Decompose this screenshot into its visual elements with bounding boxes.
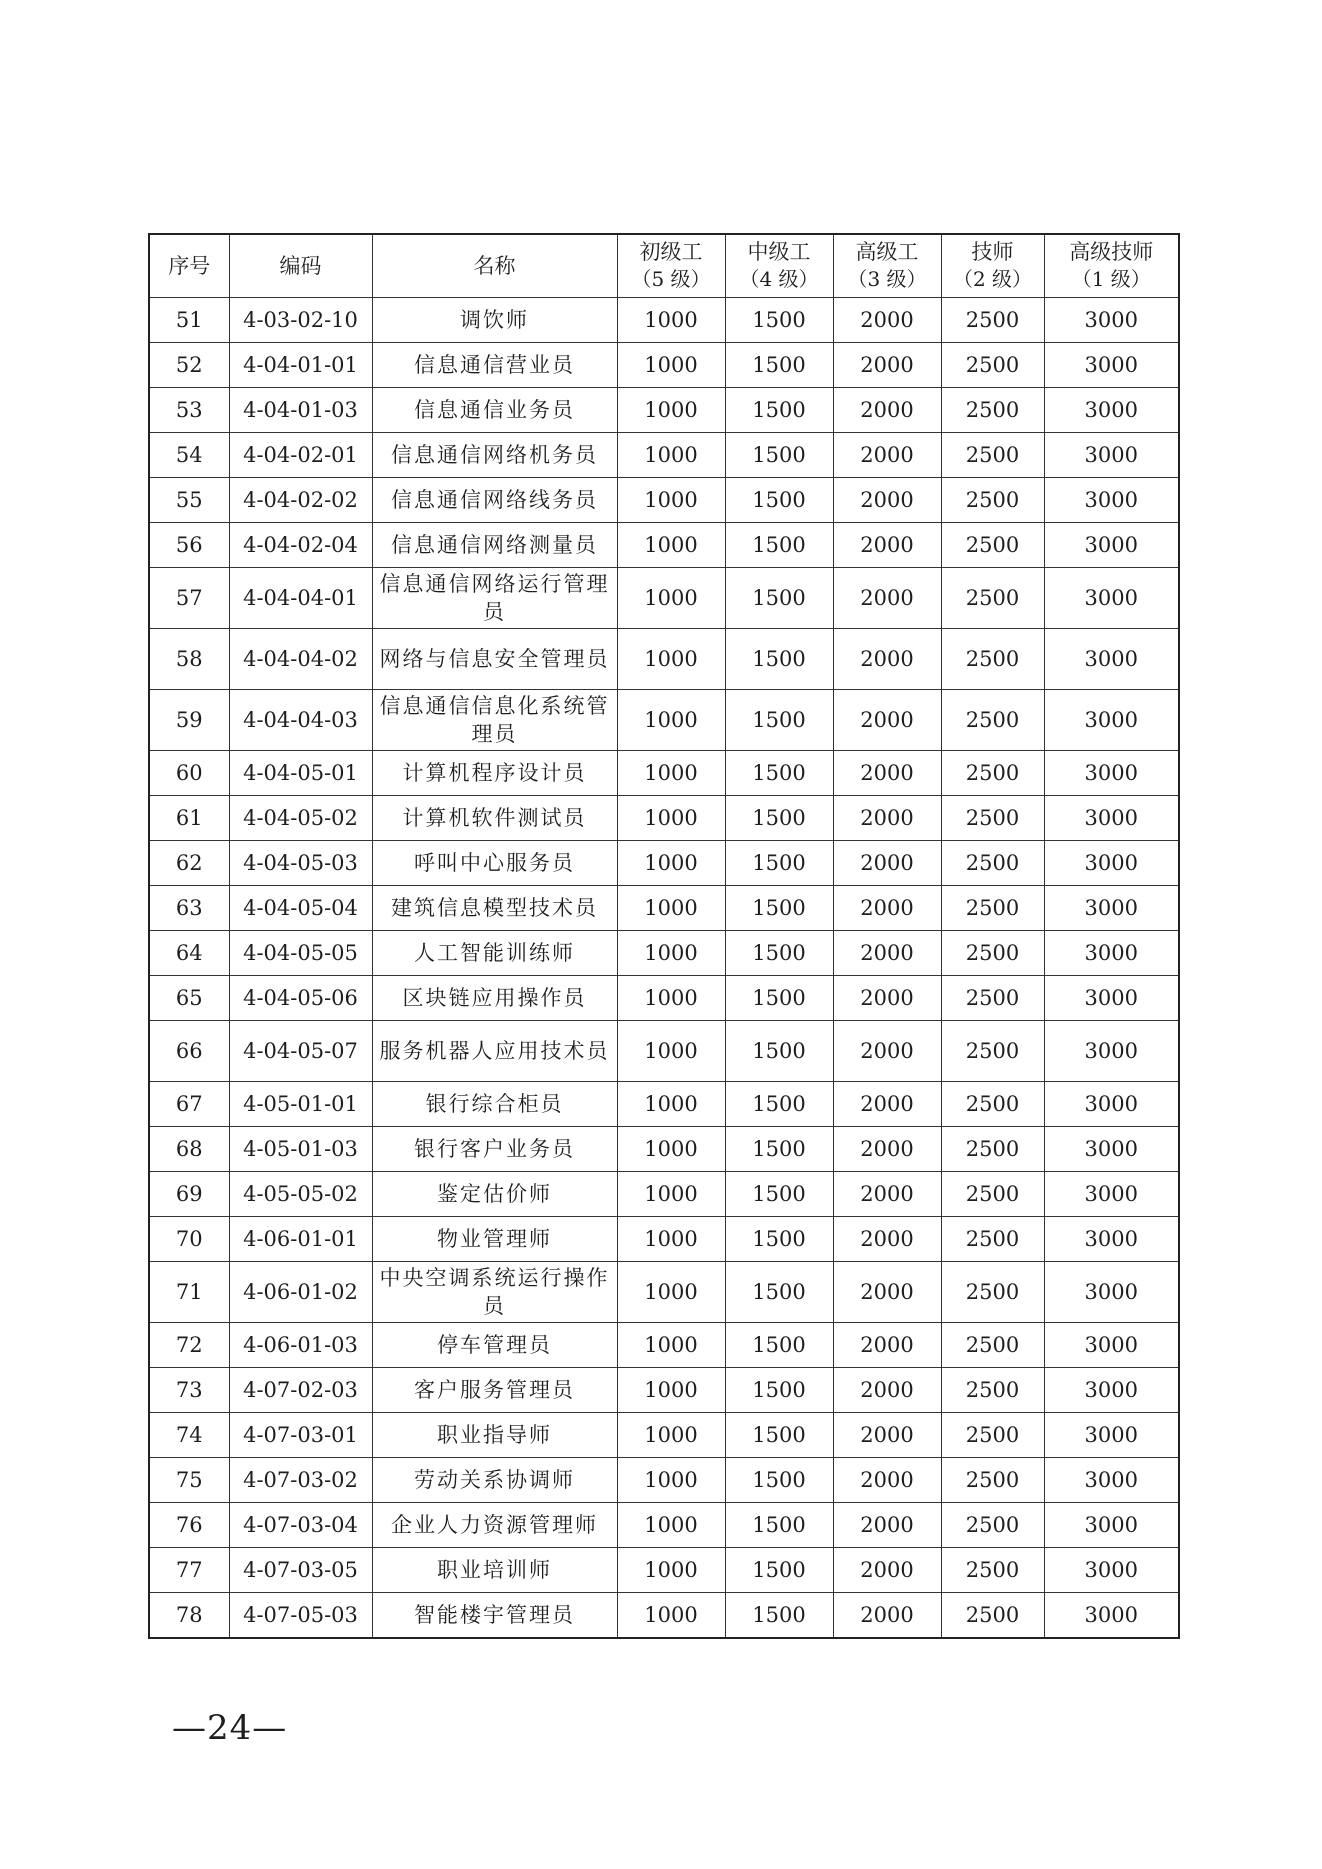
cell-level-1: 3000 xyxy=(1044,388,1179,433)
cell-level-5: 1000 xyxy=(617,1503,725,1548)
cell-name: 信息通信网络运行管理员 xyxy=(372,568,617,629)
cell-level-5: 1000 xyxy=(617,976,725,1021)
cell-level-3: 2000 xyxy=(833,343,941,388)
cell-level-2: 2500 xyxy=(941,1503,1044,1548)
cell-level-1: 3000 xyxy=(1044,751,1179,796)
cell-level-1: 3000 xyxy=(1044,629,1179,690)
cell-code: 4-04-04-01 xyxy=(229,568,372,629)
cell-name: 信息通信网络机务员 xyxy=(372,433,617,478)
cell-name: 银行综合柜员 xyxy=(372,1082,617,1127)
table-row xyxy=(149,433,1179,478)
cell-code: 4-04-05-02 xyxy=(229,796,372,841)
cell-level-2: 2500 xyxy=(941,751,1044,796)
cell-name: 网络与信息安全管理员 xyxy=(372,629,617,690)
cell-level-1: 3000 xyxy=(1044,841,1179,886)
cell-code: 4-07-03-01 xyxy=(229,1413,372,1458)
cell-seq: 53 xyxy=(149,388,229,433)
cell-level-5: 1000 xyxy=(617,1262,725,1323)
cell-name: 银行客户业务员 xyxy=(372,1127,617,1172)
cell-seq: 68 xyxy=(149,1127,229,1172)
cell-level-1: 3000 xyxy=(1044,1458,1179,1503)
cell-seq: 75 xyxy=(149,1458,229,1503)
cell-level-4: 1500 xyxy=(725,433,833,478)
cell-name: 人工智能训练师 xyxy=(372,931,617,976)
cell-level-1: 3000 xyxy=(1044,931,1179,976)
cell-level-5: 1000 xyxy=(617,690,725,751)
cell-level-5: 1000 xyxy=(617,1217,725,1262)
cell-level-3: 2000 xyxy=(833,298,941,343)
cell-level-2: 2500 xyxy=(941,1127,1044,1172)
cell-level-3: 2000 xyxy=(833,1262,941,1323)
cell-level-1: 3000 xyxy=(1044,1548,1179,1593)
cell-code: 4-04-01-01 xyxy=(229,343,372,388)
cell-code: 4-04-05-01 xyxy=(229,751,372,796)
cell-seq: 57 xyxy=(149,568,229,629)
cell-level-2: 2500 xyxy=(941,568,1044,629)
cell-code: 4-05-01-01 xyxy=(229,1082,372,1127)
cell-seq: 55 xyxy=(149,478,229,523)
table-row xyxy=(149,1021,1179,1082)
cell-level-5: 1000 xyxy=(617,751,725,796)
cell-level-4: 1500 xyxy=(725,1217,833,1262)
cell-level-2: 2500 xyxy=(941,931,1044,976)
cell-code: 4-07-03-05 xyxy=(229,1548,372,1593)
cell-level-4: 1500 xyxy=(725,1172,833,1217)
table-row xyxy=(149,343,1179,388)
cell-code: 4-04-01-03 xyxy=(229,388,372,433)
cell-level-1: 3000 xyxy=(1044,1082,1179,1127)
cell-seq: 61 xyxy=(149,796,229,841)
cell-seq: 56 xyxy=(149,523,229,568)
cell-level-3: 2000 xyxy=(833,478,941,523)
cell-level-4: 1500 xyxy=(725,523,833,568)
cell-code: 4-04-02-01 xyxy=(229,433,372,478)
cell-level-4: 1500 xyxy=(725,796,833,841)
table-row xyxy=(149,1593,1179,1639)
cell-level-3: 2000 xyxy=(833,433,941,478)
cell-level-4: 1500 xyxy=(725,1323,833,1368)
cell-level-3: 2000 xyxy=(833,976,941,1021)
cell-level-4: 1500 xyxy=(725,343,833,388)
cell-level-1: 3000 xyxy=(1044,1172,1179,1217)
cell-code: 4-06-01-01 xyxy=(229,1217,372,1262)
cell-seq: 67 xyxy=(149,1082,229,1127)
subsidy-table xyxy=(148,233,1180,1639)
cell-level-4: 1500 xyxy=(725,931,833,976)
cell-seq: 60 xyxy=(149,751,229,796)
table-row xyxy=(149,1413,1179,1458)
cell-level-5: 1000 xyxy=(617,433,725,478)
cell-seq: 51 xyxy=(149,298,229,343)
table-row xyxy=(149,1458,1179,1503)
cell-level-5: 1000 xyxy=(617,629,725,690)
cell-code: 4-06-01-03 xyxy=(229,1323,372,1368)
cell-level-4: 1500 xyxy=(725,568,833,629)
cell-name: 信息通信网络测量员 xyxy=(372,523,617,568)
cell-level-4: 1500 xyxy=(725,1413,833,1458)
cell-name: 鉴定估价师 xyxy=(372,1172,617,1217)
cell-level-3: 2000 xyxy=(833,1217,941,1262)
cell-name: 区块链应用操作员 xyxy=(372,976,617,1021)
cell-level-5: 1000 xyxy=(617,1413,725,1458)
cell-level-2: 2500 xyxy=(941,1172,1044,1217)
cell-level-2: 2500 xyxy=(941,1548,1044,1593)
cell-level-5: 1000 xyxy=(617,1368,725,1413)
cell-code: 4-06-01-02 xyxy=(229,1262,372,1323)
table-row xyxy=(149,1503,1179,1548)
cell-seq: 78 xyxy=(149,1593,229,1639)
cell-level-4: 1500 xyxy=(725,1082,833,1127)
cell-code: 4-04-04-03 xyxy=(229,690,372,751)
cell-level-5: 1000 xyxy=(617,298,725,343)
cell-level-3: 2000 xyxy=(833,629,941,690)
page-number: —24— xyxy=(172,1708,288,1748)
header-name: 名称 xyxy=(372,234,617,298)
cell-level-1: 3000 xyxy=(1044,886,1179,931)
cell-level-1: 3000 xyxy=(1044,1021,1179,1082)
cell-level-2: 2500 xyxy=(941,796,1044,841)
cell-seq: 76 xyxy=(149,1503,229,1548)
cell-level-5: 1000 xyxy=(617,388,725,433)
cell-level-1: 3000 xyxy=(1044,1368,1179,1413)
table-row xyxy=(149,1217,1179,1262)
cell-level-1: 3000 xyxy=(1044,343,1179,388)
table-row xyxy=(149,1548,1179,1593)
cell-level-2: 2500 xyxy=(941,1413,1044,1458)
cell-name: 停车管理员 xyxy=(372,1323,617,1368)
table-row xyxy=(149,629,1179,690)
cell-level-1: 3000 xyxy=(1044,1503,1179,1548)
cell-level-3: 2000 xyxy=(833,1021,941,1082)
cell-name: 劳动关系协调师 xyxy=(372,1458,617,1503)
table-row xyxy=(149,1172,1179,1217)
cell-seq: 69 xyxy=(149,1172,229,1217)
cell-level-3: 2000 xyxy=(833,1323,941,1368)
cell-name: 计算机程序设计员 xyxy=(372,751,617,796)
cell-level-1: 3000 xyxy=(1044,1413,1179,1458)
cell-level-1: 3000 xyxy=(1044,523,1179,568)
cell-name: 企业人力资源管理师 xyxy=(372,1503,617,1548)
cell-level-5: 1000 xyxy=(617,343,725,388)
cell-level-3: 2000 xyxy=(833,1458,941,1503)
cell-level-3: 2000 xyxy=(833,1503,941,1548)
cell-code: 4-07-03-02 xyxy=(229,1458,372,1503)
cell-seq: 58 xyxy=(149,629,229,690)
table-row xyxy=(149,1368,1179,1413)
header-level-4: 中级工 （4 级） xyxy=(725,234,833,298)
cell-seq: 63 xyxy=(149,886,229,931)
cell-level-3: 2000 xyxy=(833,568,941,629)
cell-code: 4-05-01-03 xyxy=(229,1127,372,1172)
cell-level-4: 1500 xyxy=(725,1262,833,1323)
cell-level-4: 1500 xyxy=(725,298,833,343)
cell-level-4: 1500 xyxy=(725,841,833,886)
cell-level-2: 2500 xyxy=(941,976,1044,1021)
cell-name: 智能楼宇管理员 xyxy=(372,1593,617,1639)
cell-level-2: 2500 xyxy=(941,1368,1044,1413)
cell-level-5: 1000 xyxy=(617,886,725,931)
header-seq: 序号 xyxy=(149,234,229,298)
cell-level-3: 2000 xyxy=(833,886,941,931)
cell-level-4: 1500 xyxy=(725,478,833,523)
table-row xyxy=(149,841,1179,886)
cell-level-1: 3000 xyxy=(1044,568,1179,629)
cell-seq: 72 xyxy=(149,1323,229,1368)
table-row xyxy=(149,388,1179,433)
cell-level-3: 2000 xyxy=(833,1593,941,1639)
cell-level-1: 3000 xyxy=(1044,1323,1179,1368)
table-row xyxy=(149,886,1179,931)
table-row xyxy=(149,1262,1179,1323)
cell-level-2: 2500 xyxy=(941,388,1044,433)
cell-level-1: 3000 xyxy=(1044,1593,1179,1639)
cell-level-3: 2000 xyxy=(833,1082,941,1127)
cell-level-1: 3000 xyxy=(1044,478,1179,523)
table-body xyxy=(149,298,1179,1639)
cell-level-2: 2500 xyxy=(941,478,1044,523)
cell-code: 4-04-02-02 xyxy=(229,478,372,523)
cell-level-5: 1000 xyxy=(617,1593,725,1639)
cell-level-2: 2500 xyxy=(941,433,1044,478)
cell-name: 中央空调系统运行操作员 xyxy=(372,1262,617,1323)
cell-seq: 62 xyxy=(149,841,229,886)
cell-level-1: 3000 xyxy=(1044,433,1179,478)
cell-level-4: 1500 xyxy=(725,388,833,433)
cell-code: 4-07-03-04 xyxy=(229,1503,372,1548)
header-code: 编码 xyxy=(229,234,372,298)
cell-name: 信息通信营业员 xyxy=(372,343,617,388)
cell-level-4: 1500 xyxy=(725,1368,833,1413)
cell-level-5: 1000 xyxy=(617,1458,725,1503)
cell-name: 信息通信网络线务员 xyxy=(372,478,617,523)
cell-seq: 52 xyxy=(149,343,229,388)
cell-level-5: 1000 xyxy=(617,841,725,886)
cell-level-3: 2000 xyxy=(833,1548,941,1593)
cell-seq: 74 xyxy=(149,1413,229,1458)
table-row xyxy=(149,523,1179,568)
cell-seq: 77 xyxy=(149,1548,229,1593)
cell-level-2: 2500 xyxy=(941,886,1044,931)
header-level-5: 初级工 （5 级） xyxy=(617,234,725,298)
cell-level-5: 1000 xyxy=(617,1548,725,1593)
cell-level-1: 3000 xyxy=(1044,298,1179,343)
cell-level-2: 2500 xyxy=(941,1262,1044,1323)
cell-level-5: 1000 xyxy=(617,1127,725,1172)
cell-level-1: 3000 xyxy=(1044,1217,1179,1262)
cell-level-3: 2000 xyxy=(833,1368,941,1413)
cell-level-3: 2000 xyxy=(833,388,941,433)
cell-level-5: 1000 xyxy=(617,1172,725,1217)
table-row xyxy=(149,976,1179,1021)
header-level-2: 技师 （2 级） xyxy=(941,234,1044,298)
cell-seq: 59 xyxy=(149,690,229,751)
cell-seq: 73 xyxy=(149,1368,229,1413)
cell-name: 调饮师 xyxy=(372,298,617,343)
cell-level-2: 2500 xyxy=(941,1593,1044,1639)
table-header-row xyxy=(149,234,1179,298)
cell-level-3: 2000 xyxy=(833,796,941,841)
cell-level-2: 2500 xyxy=(941,343,1044,388)
cell-level-4: 1500 xyxy=(725,1458,833,1503)
cell-name: 物业管理师 xyxy=(372,1217,617,1262)
cell-level-2: 2500 xyxy=(941,1082,1044,1127)
cell-level-4: 1500 xyxy=(725,629,833,690)
cell-level-5: 1000 xyxy=(617,1323,725,1368)
cell-level-5: 1000 xyxy=(617,568,725,629)
cell-level-5: 1000 xyxy=(617,1082,725,1127)
cell-level-5: 1000 xyxy=(617,1021,725,1082)
cell-level-4: 1500 xyxy=(725,690,833,751)
table-row xyxy=(149,1127,1179,1172)
cell-code: 4-03-02-10 xyxy=(229,298,372,343)
cell-code: 4-07-02-03 xyxy=(229,1368,372,1413)
table-row xyxy=(149,751,1179,796)
cell-level-3: 2000 xyxy=(833,690,941,751)
cell-level-4: 1500 xyxy=(725,751,833,796)
cell-level-2: 2500 xyxy=(941,1323,1044,1368)
cell-seq: 65 xyxy=(149,976,229,1021)
cell-level-4: 1500 xyxy=(725,1503,833,1548)
cell-level-1: 3000 xyxy=(1044,1127,1179,1172)
cell-level-2: 2500 xyxy=(941,841,1044,886)
cell-code: 4-04-02-04 xyxy=(229,523,372,568)
cell-level-3: 2000 xyxy=(833,931,941,976)
cell-level-3: 2000 xyxy=(833,1172,941,1217)
cell-seq: 66 xyxy=(149,1021,229,1082)
cell-name: 信息通信信息化系统管理员 xyxy=(372,690,617,751)
cell-seq: 54 xyxy=(149,433,229,478)
table-row xyxy=(149,478,1179,523)
cell-level-4: 1500 xyxy=(725,1593,833,1639)
cell-level-2: 2500 xyxy=(941,690,1044,751)
cell-level-2: 2500 xyxy=(941,298,1044,343)
cell-level-3: 2000 xyxy=(833,751,941,796)
cell-level-1: 3000 xyxy=(1044,796,1179,841)
cell-level-1: 3000 xyxy=(1044,690,1179,751)
table-row xyxy=(149,931,1179,976)
cell-seq: 64 xyxy=(149,931,229,976)
cell-name: 计算机软件测试员 xyxy=(372,796,617,841)
cell-code: 4-05-05-02 xyxy=(229,1172,372,1217)
cell-code: 4-04-05-04 xyxy=(229,886,372,931)
table-row xyxy=(149,796,1179,841)
cell-level-2: 2500 xyxy=(941,629,1044,690)
cell-code: 4-07-05-03 xyxy=(229,1593,372,1639)
cell-level-4: 1500 xyxy=(725,1548,833,1593)
cell-level-2: 2500 xyxy=(941,1021,1044,1082)
cell-seq: 70 xyxy=(149,1217,229,1262)
cell-level-1: 3000 xyxy=(1044,1262,1179,1323)
cell-name: 建筑信息模型技术员 xyxy=(372,886,617,931)
cell-level-3: 2000 xyxy=(833,841,941,886)
cell-level-5: 1000 xyxy=(617,523,725,568)
cell-level-5: 1000 xyxy=(617,796,725,841)
table-row xyxy=(149,298,1179,343)
cell-code: 4-04-05-03 xyxy=(229,841,372,886)
cell-level-1: 3000 xyxy=(1044,976,1179,1021)
cell-code: 4-04-05-05 xyxy=(229,931,372,976)
cell-level-5: 1000 xyxy=(617,931,725,976)
cell-level-3: 2000 xyxy=(833,523,941,568)
cell-level-4: 1500 xyxy=(725,1021,833,1082)
cell-level-2: 2500 xyxy=(941,523,1044,568)
cell-code: 4-04-04-02 xyxy=(229,629,372,690)
cell-level-2: 2500 xyxy=(941,1217,1044,1262)
cell-name: 职业培训师 xyxy=(372,1548,617,1593)
cell-seq: 71 xyxy=(149,1262,229,1323)
cell-level-5: 1000 xyxy=(617,478,725,523)
cell-code: 4-04-05-06 xyxy=(229,976,372,1021)
cell-level-4: 1500 xyxy=(725,886,833,931)
cell-name: 服务机器人应用技术员 xyxy=(372,1021,617,1082)
cell-level-3: 2000 xyxy=(833,1413,941,1458)
cell-level-4: 1500 xyxy=(725,1127,833,1172)
cell-name: 信息通信业务员 xyxy=(372,388,617,433)
cell-name: 客户服务管理员 xyxy=(372,1368,617,1413)
cell-name: 职业指导师 xyxy=(372,1413,617,1458)
header-level-1: 高级技师 （1 级） xyxy=(1044,234,1179,298)
cell-level-2: 2500 xyxy=(941,1458,1044,1503)
table-row xyxy=(149,1323,1179,1368)
cell-name: 呼叫中心服务员 xyxy=(372,841,617,886)
cell-level-4: 1500 xyxy=(725,976,833,1021)
table-row xyxy=(149,1082,1179,1127)
cell-level-3: 2000 xyxy=(833,1127,941,1172)
table-row xyxy=(149,568,1179,629)
cell-code: 4-04-05-07 xyxy=(229,1021,372,1082)
table-row xyxy=(149,690,1179,751)
header-level-3: 高级工 （3 级） xyxy=(833,234,941,298)
